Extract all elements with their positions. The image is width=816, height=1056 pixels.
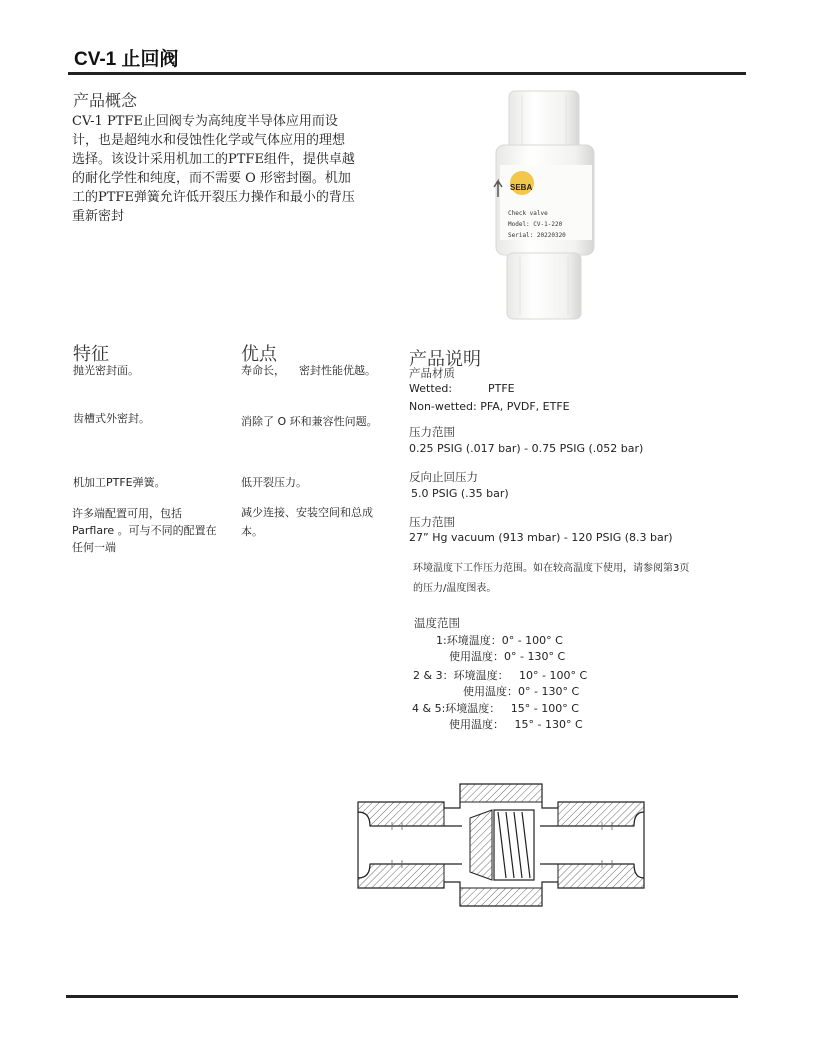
page-title: CV-1 止回阀: [74, 49, 179, 70]
temperature-row: 4 & 5:环境温度： 15° - 100° C: [412, 702, 579, 715]
advantage-item: 寿命长， 密封性能优越。: [241, 364, 376, 377]
pressure-label: 压力范围: [409, 425, 455, 439]
valve-product-photo: [490, 85, 600, 325]
temperature-row: 1:环境温度：0° - 100° C: [436, 634, 563, 647]
pressure-value: 0.25 PSIG (.017 bar) - 0.75 PSIG (.052 bar): [409, 442, 644, 455]
material-label: 产品材质: [409, 366, 455, 380]
note-line: 的压力/温度图表。: [413, 583, 497, 594]
wetted-value: PTFE: [488, 382, 515, 395]
concept-heading: 产品概念: [73, 91, 138, 110]
pressure2-value: 27” Hg vacuum (913 mbar) - 120 PSIG (8.3 bar): [409, 531, 673, 544]
specs-heading: 产品说明: [409, 349, 481, 370]
note-line: 环境温度下工作压力范围。如在较高温度下使用，请参阅第3页: [413, 563, 690, 574]
valve-cross-section-diagram: [352, 780, 652, 920]
temperature-row: 使用温度：0° - 130° C: [463, 685, 580, 698]
reverse-pressure-label: 反向止回压力: [409, 470, 478, 484]
reverse-pressure-value: 5.0 PSIG (.35 bar): [411, 487, 509, 500]
feature-item: 齿槽式外密封。: [73, 412, 150, 425]
advantage-item: 减少连接、安装空间和总成本。: [241, 506, 373, 538]
label-line2: Model: CV-1-220: [508, 221, 563, 228]
advantages-heading: 优点: [241, 344, 277, 365]
advantage-item: 低开裂压力。: [241, 476, 307, 489]
temperature-row: 2 & 3：环境温度： 10° - 100° C: [413, 669, 588, 682]
nonwetted-value: Non-wetted: PFA, PVDF, ETFE: [409, 400, 570, 413]
wetted-label: Wetted:: [409, 382, 453, 395]
pressure2-label: 压力范围: [409, 515, 455, 529]
label-line3: Serial: 20220320: [508, 232, 566, 239]
features-heading: 特征: [73, 344, 109, 365]
label-line1: Check valve: [508, 210, 548, 217]
temperature-label: 温度范围: [414, 616, 460, 630]
temperature-row: 使用温度：0° - 130° C: [449, 650, 566, 663]
footer-rule: [66, 995, 738, 998]
label-brand: SEBA: [510, 183, 533, 192]
feature-item: 抛光密封面。: [73, 364, 139, 377]
feature-item: 许多端配置可用，包括 Parflare 。可与不同的配置在任何一端: [72, 507, 217, 554]
title-rule: [68, 72, 746, 75]
concept-body: CV-1 PTFE止回阀专为高纯度半导体应用而设计，也是超纯水和侵蚀性化学或气体应用的理想选择。该设计采用机加工的PTFE组件，提供卓越的耐化学性和纯度，而不需要 O 形密封圈。机加工的PTFE弹簧允许低开裂压力操作和最小的背压重新密封: [72, 114, 355, 224]
temperature-row: 使用温度： 15° - 130° C: [449, 718, 583, 731]
advantage-item: 消除了 O 环和兼容性问题。: [241, 415, 378, 428]
feature-item: 机加工PTFE弹簧。: [73, 476, 166, 489]
